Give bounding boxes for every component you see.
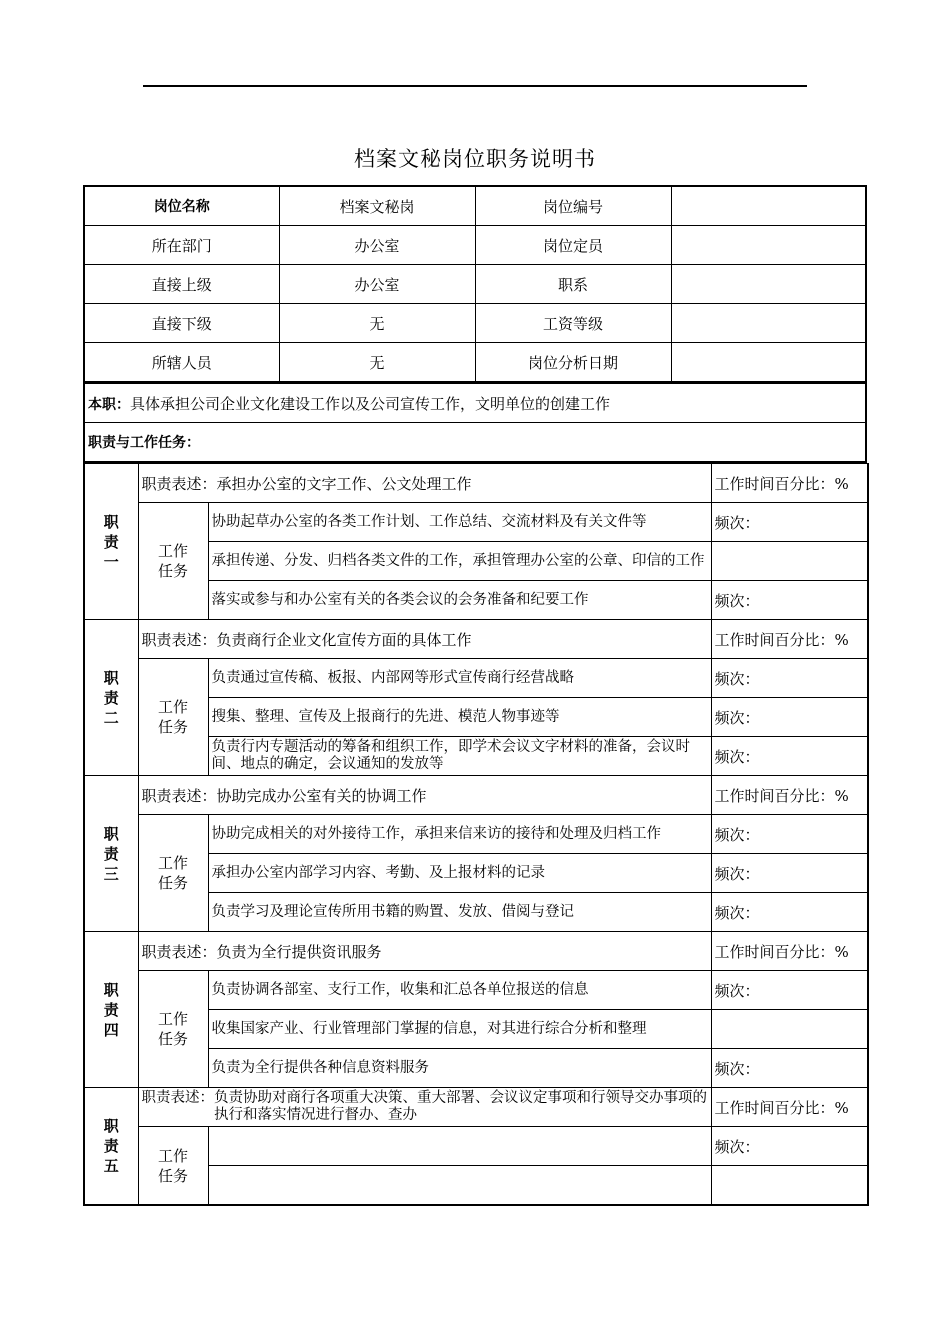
tasks-header: 职责与工作任务： — [84, 423, 866, 463]
frequency: 频次： — [711, 815, 868, 854]
label-job-family: 职系 — [475, 265, 671, 304]
duty-5-heading: 职 责 五 — [84, 1088, 138, 1206]
time-percentage: 工作时间百分比：% — [711, 464, 868, 503]
duty-3-task-1: 协助完成相关的对外接待工作，承担来信来访的接待和处理及归档工作 — [208, 815, 711, 854]
label-subordinate: 直接下级 — [84, 304, 279, 343]
duty-5-description-label: 职责表述： — [141, 1090, 214, 1106]
value-supervisor: 办公室 — [279, 265, 475, 304]
duty-row — [84, 464, 868, 503]
duty-4-task-1: 负责协调各部室、支行工作，收集和汇总各单位报送的信息 — [208, 971, 711, 1010]
duty-3-description: 职责表述：协助完成办公室有关的协调工作 — [138, 776, 711, 815]
duty-1-task-1: 协助起草办公室的各类工作计划、工作总结、交流材料及有关文件等 — [208, 503, 711, 542]
value-department: 办公室 — [279, 226, 475, 265]
value-subordinate: 无 — [279, 304, 475, 343]
work-task-label: 工作 任务 — [138, 815, 208, 932]
frequency: 频次： — [711, 659, 868, 698]
label-department: 所在部门 — [84, 226, 279, 265]
duty-3-task-3: 负责学习及理论宣传所用书籍的购置、发放、借阅与登记 — [208, 893, 711, 932]
value-position-name: 档案文秘岗 — [279, 186, 475, 226]
core-duty-table — [83, 383, 867, 463]
value-headcount — [671, 226, 866, 265]
job-description-form — [83, 185, 867, 1206]
duty-1-description: 职责表述：承担办公室的文字工作、公文处理工作 — [138, 464, 711, 503]
basic-info-table — [83, 185, 867, 383]
page-title: 档案文秘岗位职务说明书 — [354, 147, 596, 171]
duties-table — [83, 463, 869, 1206]
work-task-label: 工作 任务 — [138, 503, 208, 620]
work-task-label: 工作 任务 — [138, 659, 208, 776]
frequency: 频次： — [711, 503, 868, 542]
frequency: 频次： — [711, 971, 868, 1010]
duty-row — [84, 932, 868, 971]
label-salary-grade: 工资等级 — [475, 304, 671, 343]
frequency: 频次： — [711, 737, 868, 776]
frequency: 频次： — [711, 1049, 868, 1088]
value-salary-grade — [671, 304, 866, 343]
duty-4-task-2: 收集国家产业、行业管理部门掌握的信息，对其进行综合分析和整理 — [208, 1010, 711, 1049]
duty-1-task-3: 落实或参与和办公室有关的各类会议的会务准备和纪要工作 — [208, 581, 711, 620]
label-position-code: 岗位编号 — [475, 186, 671, 226]
duty-3-task-2: 承担办公室内部学习内容、考勤、及上报材料的记录 — [208, 854, 711, 893]
task-row — [84, 815, 868, 854]
frequency-empty — [711, 542, 868, 581]
task-row — [84, 971, 868, 1010]
duty-3-heading: 职 责 三 — [84, 776, 138, 932]
info-row — [84, 265, 866, 304]
label-headcount: 岗位定员 — [475, 226, 671, 265]
frequency: 频次： — [711, 581, 868, 620]
duty-5-task-1 — [208, 1127, 711, 1166]
duty-5-description-text: 负责协助对商行各项重大决策、重大部署、会议议定事项和行领导交办事项的执行和落实情况进行督办、查办 — [214, 1090, 707, 1123]
time-percentage: 工作时间百分比：% — [711, 776, 868, 815]
core-duty-text: 具体承担公司企业文化建设工作以及公司宣传工作，文明单位的创建工作 — [130, 394, 611, 413]
time-percentage: 工作时间百分比：% — [711, 620, 868, 659]
header-rule — [143, 85, 807, 87]
frequency-empty — [711, 1010, 868, 1049]
info-row — [84, 226, 866, 265]
task-row — [84, 503, 868, 542]
core-duty — [84, 384, 866, 423]
duty-2-task-2: 搜集、整理、宣传及上报商行的先进、模范人物事迹等 — [208, 698, 711, 737]
time-percentage: 工作时间百分比：% — [711, 1088, 868, 1127]
frequency: 频次： — [711, 698, 868, 737]
label-supervisor: 直接上级 — [84, 265, 279, 304]
value-position-code — [671, 186, 866, 226]
task-row — [84, 659, 868, 698]
duty-5-description — [138, 1088, 711, 1127]
core-duty-label: 本职： — [88, 396, 130, 413]
duty-2-description: 职责表述：负责商行企业文化宣传方面的具体工作 — [138, 620, 711, 659]
work-task-label: 工作 任务 — [138, 1127, 208, 1206]
frequency: 频次： — [711, 854, 868, 893]
work-task-label: 工作 任务 — [138, 971, 208, 1088]
duty-5-task-2 — [208, 1166, 711, 1206]
duty-row — [84, 776, 868, 815]
label-position-name: 岗位名称 — [84, 186, 279, 226]
label-staff: 所辖人员 — [84, 343, 279, 383]
duty-2-task-1: 负责通过宣传稿、板报、内部网等形式宣传商行经营战略 — [208, 659, 711, 698]
info-row — [84, 186, 866, 226]
frequency: 频次： — [711, 893, 868, 932]
value-analysis-date — [671, 343, 866, 383]
value-staff: 无 — [279, 343, 475, 383]
duty-2-heading: 职 责 二 — [84, 620, 138, 776]
value-job-family — [671, 265, 866, 304]
frequency-empty — [711, 1166, 868, 1206]
task-row — [84, 1127, 868, 1166]
duty-row — [84, 1088, 868, 1127]
duty-1-heading: 职 责 一 — [84, 464, 138, 620]
time-percentage: 工作时间百分比：% — [711, 932, 868, 971]
label-analysis-date: 岗位分析日期 — [475, 343, 671, 383]
duty-4-task-3: 负责为全行提供各种信息资料服务 — [208, 1049, 711, 1088]
duty-4-heading: 职 责 四 — [84, 932, 138, 1088]
info-row — [84, 304, 866, 343]
info-row — [84, 343, 866, 383]
duty-2-task-3: 负责行内专题活动的筹备和组织工作，即学术会议文字材料的准备，会议时间、地点的确定，会议通知的发放等 — [208, 737, 711, 776]
frequency: 频次： — [711, 1127, 868, 1166]
duty-1-task-2: 承担传递、分发、归档各类文件的工作，承担管理办公室的公章、印信的工作 — [208, 542, 711, 581]
duty-row — [84, 620, 868, 659]
duty-4-description: 职责表述：负责为全行提供资讯服务 — [138, 932, 711, 971]
